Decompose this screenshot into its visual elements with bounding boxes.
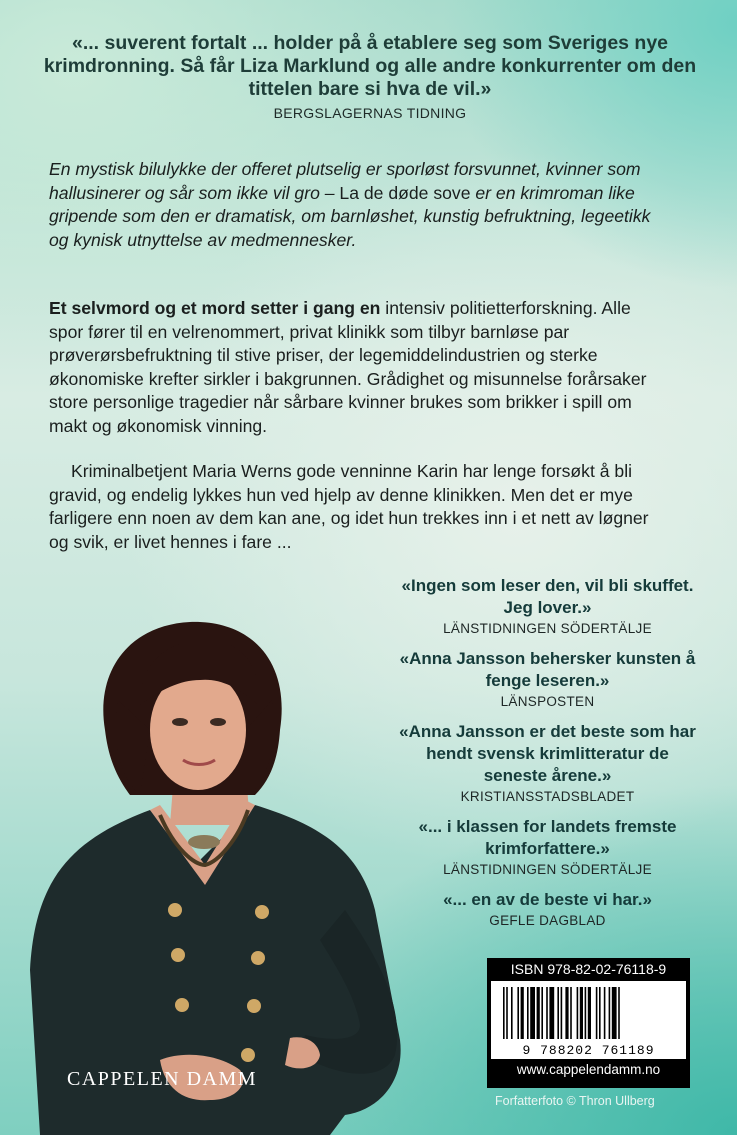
barcode-digits: 9 788202 761189 bbox=[491, 1043, 686, 1058]
review-quote-3 bbox=[395, 721, 700, 804]
review-quote-text: «Anna Jansson er det beste som har hendt svensk krimlitteratur de seneste årene.» bbox=[399, 722, 696, 785]
top-review bbox=[40, 32, 700, 121]
barcode-bar bbox=[588, 987, 591, 1039]
review-quote-text: «Ingen som leser den, vil bli skuffet. Jeg lover.» bbox=[401, 576, 694, 617]
review-quote-source: GEFLE DAGBLAD bbox=[489, 913, 606, 928]
synopsis-paragraph-1 bbox=[49, 297, 659, 438]
review-quote-1 bbox=[395, 575, 700, 636]
publisher-logo: CAPPELEN DAMM bbox=[67, 1068, 258, 1090]
barcode-bar bbox=[530, 987, 535, 1039]
barcode-bar bbox=[521, 987, 524, 1039]
review-quote-text: «Anna Jansson behersker kunsten å fenge leseren.» bbox=[399, 649, 696, 690]
barcode-bar bbox=[546, 987, 548, 1039]
book-title-inline: La de døde sove bbox=[339, 182, 471, 203]
barcode-bar bbox=[549, 987, 554, 1039]
barcode-bar bbox=[612, 987, 617, 1039]
barcode-bars bbox=[491, 981, 686, 1043]
barcode-bar bbox=[599, 987, 601, 1039]
intro-part-1: En mystisk bilulykke der offeret plutselig er sporløst forsvunnet, kvinner som hallusinerer og sår som ikke vil gro – bbox=[49, 159, 641, 203]
isbn-number: ISBN 978-82-02-76118-9 bbox=[487, 958, 690, 980]
top-review-source: BERGSLAGERNAS TIDNING bbox=[273, 105, 467, 121]
review-quote-text: «... i klassen for landets fremste krimforfattere.» bbox=[418, 817, 677, 858]
barcode bbox=[491, 981, 686, 1059]
intro-part-2: er en krimroman like gripende som den er dramatisk, om barnløshet, kunstig befruktning, legeetikk og kynisk utnyttelse av medmennesker. bbox=[49, 182, 651, 250]
review-quote-text: «... en av de beste vi har.» bbox=[443, 890, 652, 909]
review-quote-2 bbox=[395, 648, 700, 709]
review-quote-source: LÄNSPOSTEN bbox=[500, 694, 595, 709]
synopsis-paragraph-2: Kriminalbetjent Maria Werns gode venninne Karin har lenge forsøkt å bli gravid, og endelig lykkes hun ved hjelp av denne klinikken. Men det er mye farligere enn noen av dem kan ane, og idet hun trekkes inn i et nett av løgner og svik, er livet hennes i fare ... bbox=[49, 461, 649, 552]
review-quote-5 bbox=[395, 889, 700, 928]
barcode-bar bbox=[506, 987, 508, 1039]
barcode-bar bbox=[527, 987, 529, 1039]
barcode-bar bbox=[585, 987, 587, 1039]
barcode-bar bbox=[511, 987, 513, 1039]
barcode-bar bbox=[557, 987, 559, 1039]
barcode-bar bbox=[517, 987, 519, 1039]
barcode-bar bbox=[503, 987, 505, 1039]
barcode-bar bbox=[580, 987, 583, 1039]
top-review-quote: «... suverent fortalt ... holder på å etablere seg som Sveriges nye krimdronning. Så får Liza Marklund og alle andre konkurrenter om den tittelen bare si hva de vil.» bbox=[43, 32, 697, 100]
review-quote-source: LÄNSTIDNINGEN SÖDERTÄLJE bbox=[443, 621, 652, 636]
barcode-bar bbox=[618, 987, 620, 1039]
barcode-bar bbox=[565, 987, 568, 1039]
review-quote-4 bbox=[395, 816, 700, 877]
photo-credit: Forfatterfoto © Thron Ullberg bbox=[495, 1094, 655, 1108]
author-photo bbox=[0, 610, 420, 1135]
synopsis-text-1: intensiv politietterforskning. Alle spor fører til en velrenommert, privat klinikk som tilbyr barnløse par prøverørsbefruktning til stive priser, der legemiddelindustrien og sterke økonomiske krefter sirkler i bakgrunnen. Grådighet og misunnelse forårsaker store personlige tragedier når sårbare kvinner brukes som brikker i spill om makt og økonomisk vinning. bbox=[49, 298, 647, 436]
barcode-bar bbox=[541, 987, 543, 1039]
barcode-bar bbox=[570, 987, 572, 1039]
review-quote-source: KRISTIANSSTADSBLADET bbox=[460, 789, 635, 804]
barcode-bar bbox=[596, 987, 598, 1039]
review-quotes bbox=[395, 575, 700, 940]
barcode-bar bbox=[577, 987, 579, 1039]
synopsis-lead: Et selvmord og et mord setter i gang en bbox=[49, 298, 381, 318]
publisher-website: www.cappelendamm.no bbox=[516, 1062, 661, 1077]
isbn-block bbox=[487, 958, 690, 1088]
review-quote-source: LÄNSTIDNINGEN SÖDERTÄLJE bbox=[443, 862, 652, 877]
barcode-bar bbox=[609, 987, 611, 1039]
barcode-bar bbox=[561, 987, 563, 1039]
barcode-bar bbox=[537, 987, 540, 1039]
intro-paragraph bbox=[49, 158, 669, 252]
barcode-bar bbox=[604, 987, 606, 1039]
